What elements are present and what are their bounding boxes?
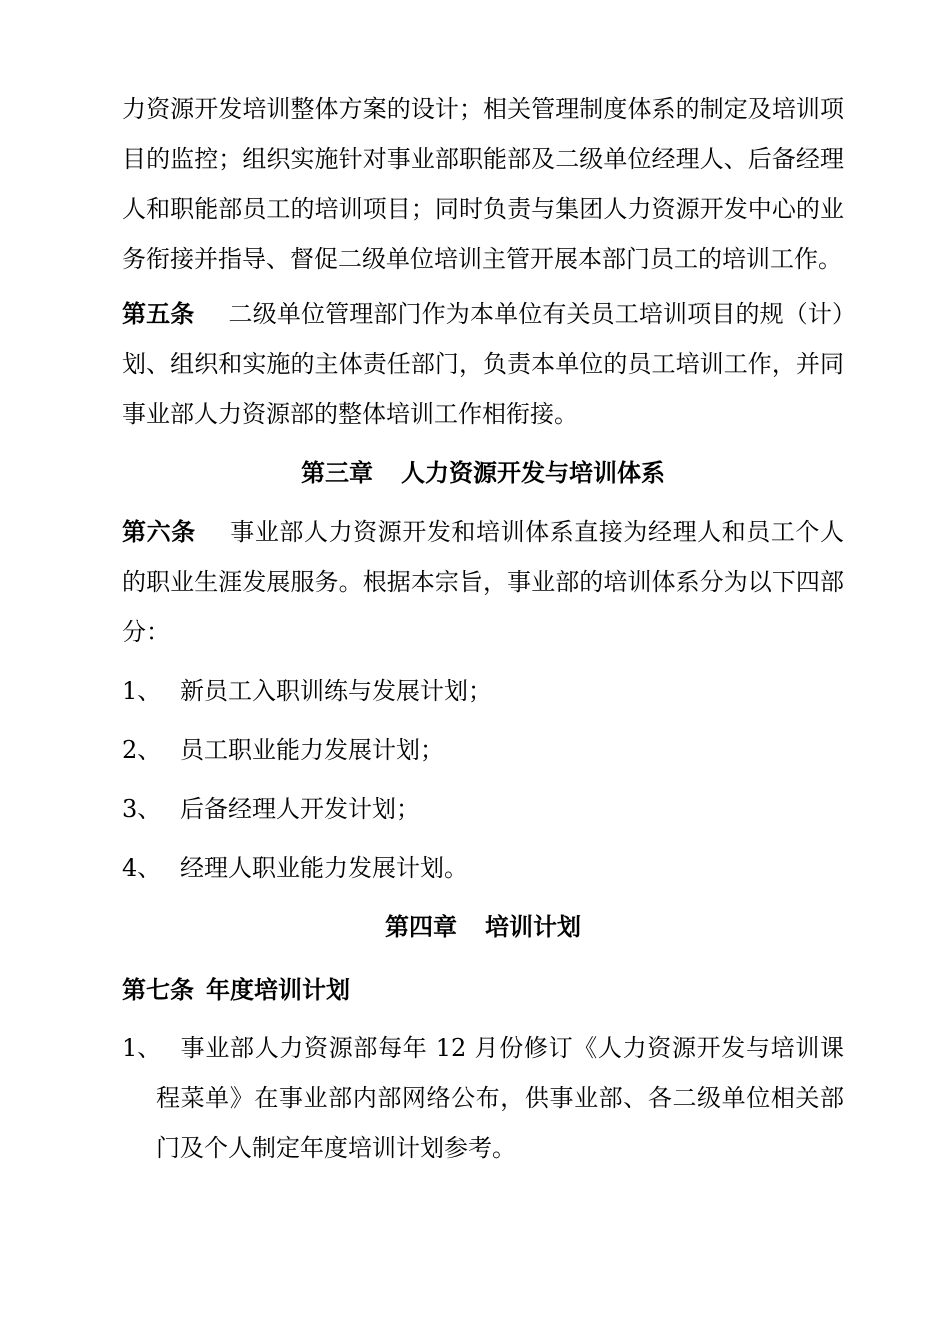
article-7-label: 第七条 [122,976,194,1004]
document-page [122,84,844,1173]
list-item-text: 员工职业能力发展计划； [180,736,444,764]
article-7-item [122,1023,844,1173]
article-6 [122,507,844,657]
list-item-number: 4、 [122,854,162,882]
chapter-3-title: 人力资源开发与培训体系 [401,459,665,487]
intro-paragraph: 力资源开发培训整体方案的设计；相关管理制度体系的制定及培训项目的监控；组织实施针对事业部职能部及二级单位经理人、后备经理人和职能部员工的培训项目；同时负责与集团人力资源开发中心的业务衔接并指导、督促二级单位培训主管开展本部门员工的培训工作。 [122,95,844,273]
list-item [122,839,844,898]
list-item-text: 新员工入职训练与发展计划； [180,677,492,705]
training-system-list [122,662,844,898]
article-5 [122,289,844,439]
list-item [122,662,844,721]
article-5-label: 第五条 [122,300,195,328]
chapter-4-title: 培训计划 [485,913,581,941]
article-6-text: 事业部人力资源开发和培训体系直接为经理人和员工个人的职业生涯发展服务。根据本宗旨，事业部的培训体系分为以下四部分： [122,518,845,646]
chapter-3-heading [122,444,844,502]
chapter-4-number: 第四章 [385,913,457,941]
article-7-title: 年度培训计划 [206,976,350,1004]
list-item-text: 后备经理人开发计划； [180,795,420,823]
article-7-heading [122,961,844,1019]
list-item-number: 3、 [122,795,162,823]
article-5-text: 二级单位管理部门作为本单位有关员工培训项目的规（计）划、组织和实施的主体责任部门，负责本单位的员工培训工作，并同事业部人力资源部的整体培训工作相衔接。 [122,300,845,428]
list-item-number: 2、 [122,736,162,764]
article-7-item-number: 1、 [122,1034,162,1062]
list-item-text: 经理人职业能力发展计划。 [180,854,468,882]
list-item-number: 1、 [122,677,162,705]
chapter-3-number: 第三章 [301,459,373,487]
list-item [122,721,844,780]
list-item [122,780,844,839]
chapter-4-heading [122,898,844,956]
article-6-label: 第六条 [122,518,196,546]
article-7-item-text: 事业部人力资源部每年 12 月份修订《人力资源开发与培训课程菜单》在事业部内部网络公布，供事业部、各二级单位相关部门及个人制定年度培训计划参考。 [156,1034,844,1162]
